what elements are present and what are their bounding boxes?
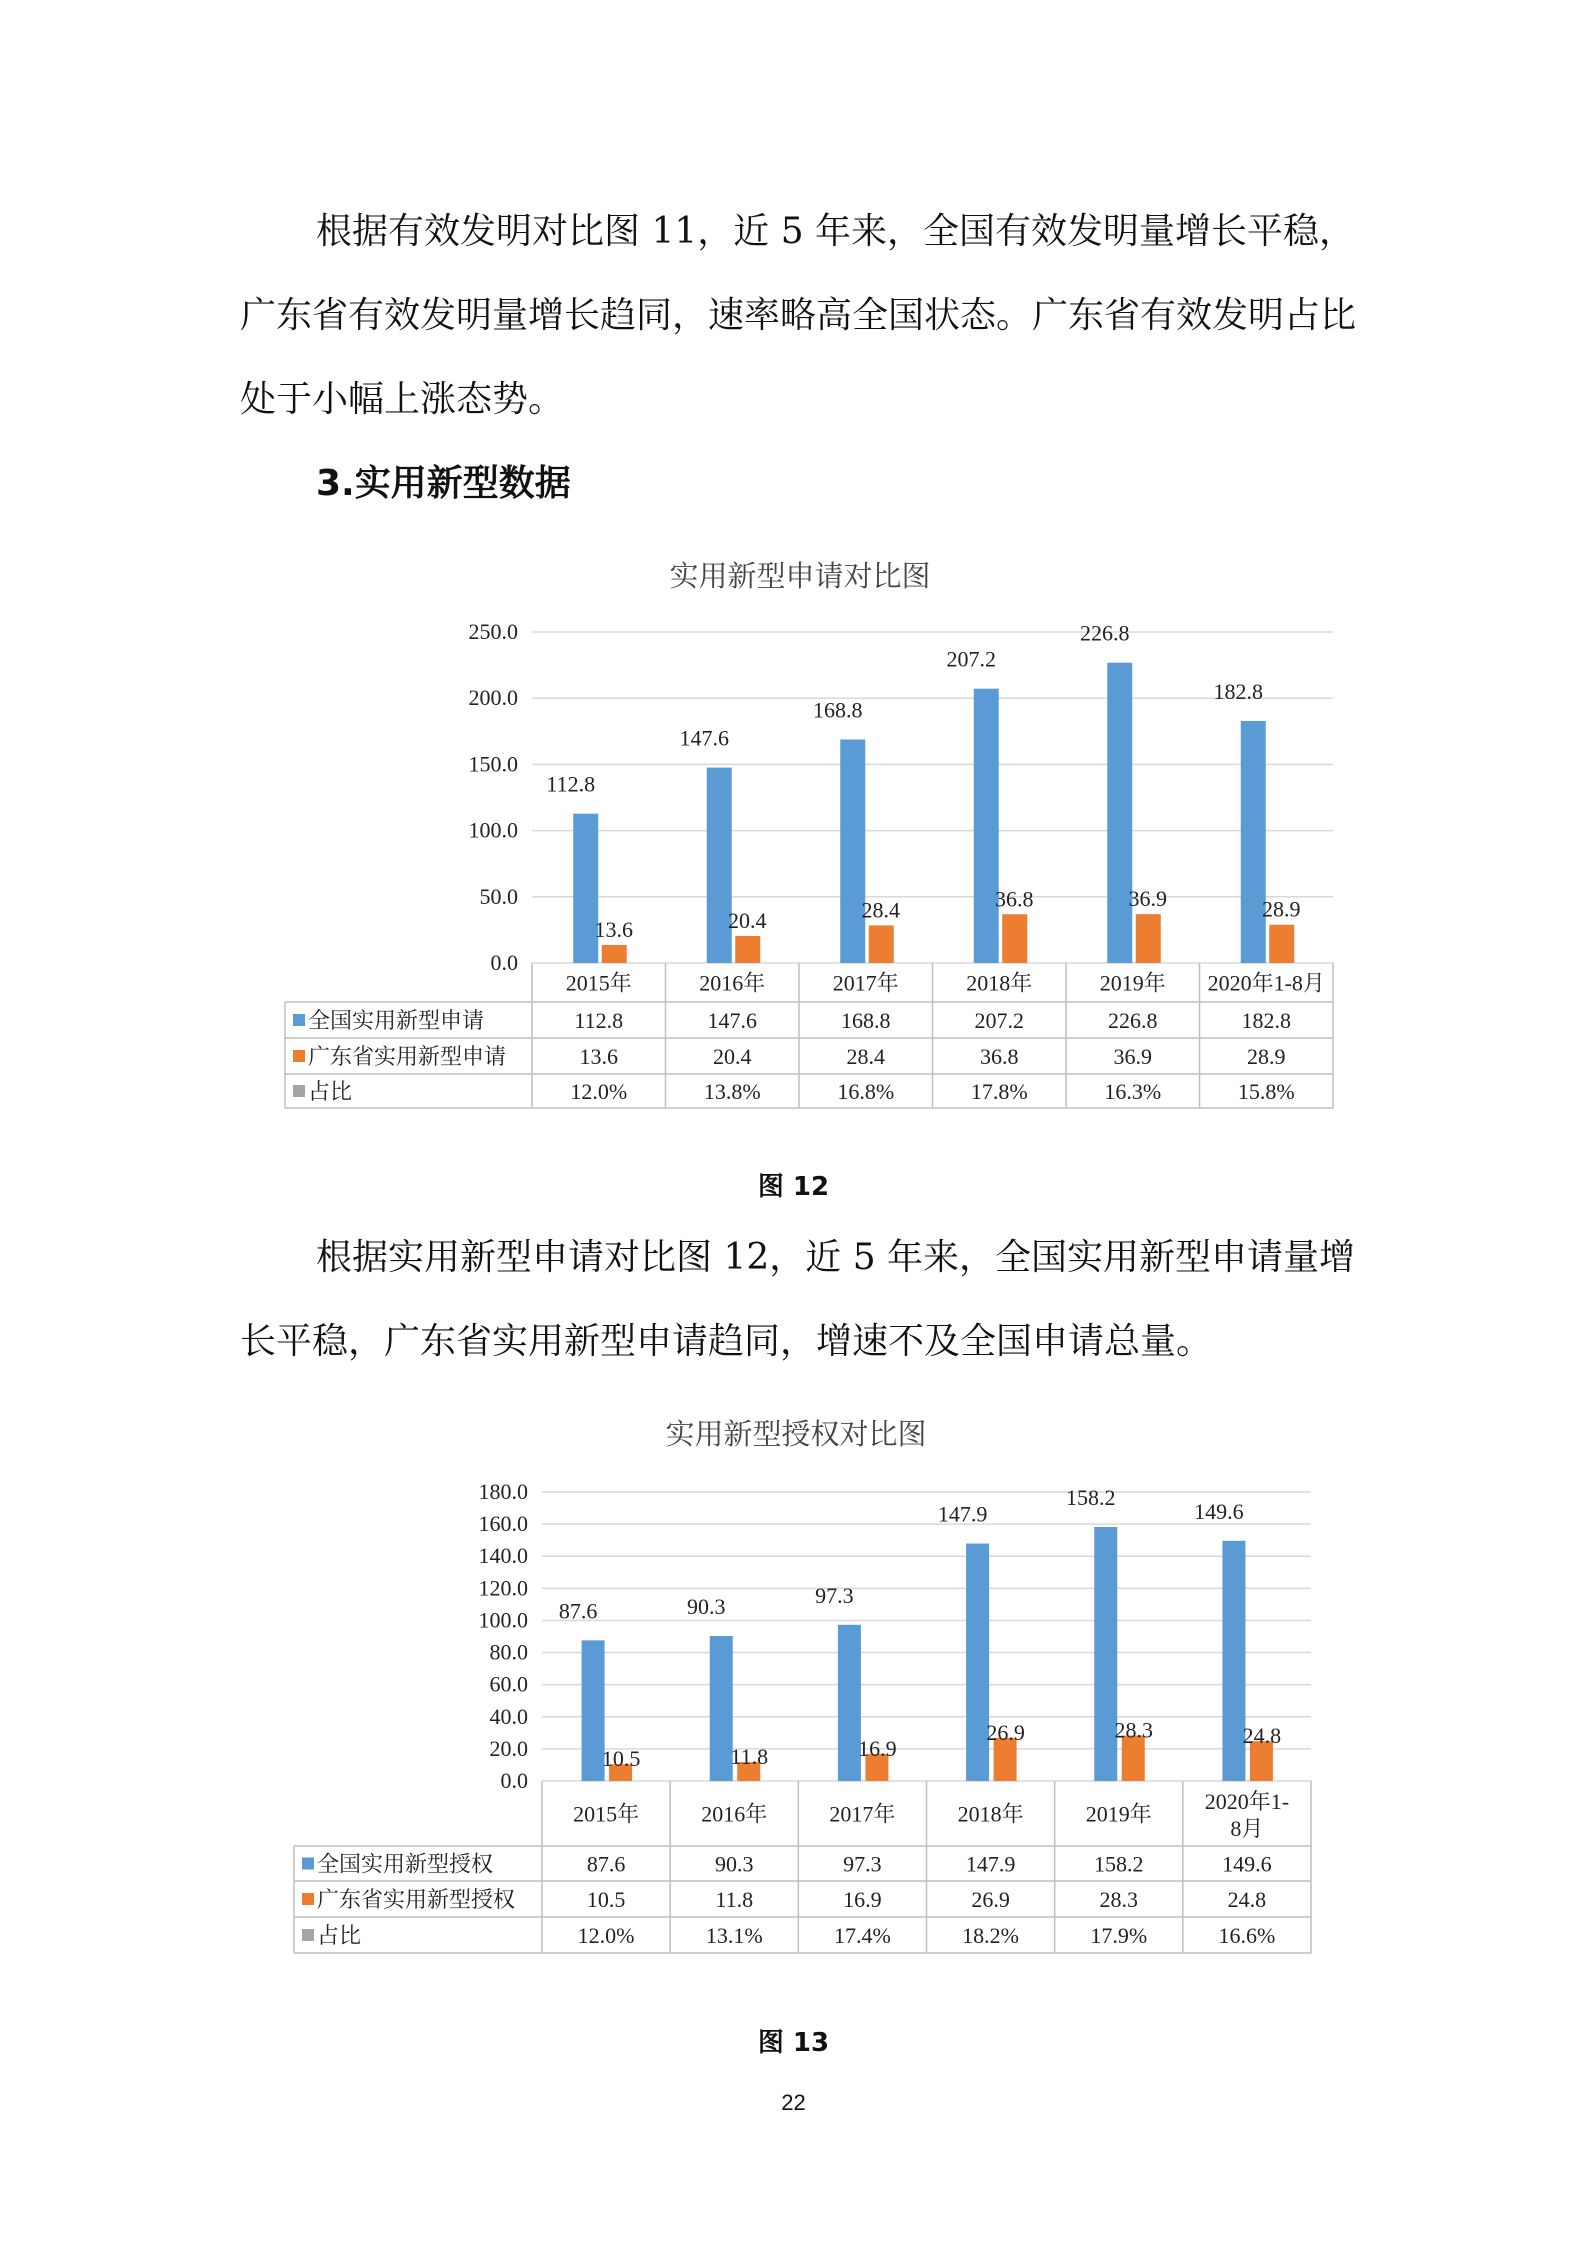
table-cell: 12.0% xyxy=(570,1079,628,1104)
table-cell: 87.6 xyxy=(586,1851,626,1877)
table-cell: 16.6% xyxy=(1218,1923,1276,1948)
x-category-label: 2019年 xyxy=(1085,1801,1152,1827)
data-label-guangdong: 26.9 xyxy=(986,1719,1025,1745)
data-label-guangdong: 28.3 xyxy=(1114,1717,1153,1743)
x-category-label: 2016年 xyxy=(701,1801,768,1827)
legend-label: 占比 xyxy=(308,1079,353,1104)
table-cell: 20.4 xyxy=(713,1044,752,1069)
table-cell: 17.8% xyxy=(970,1079,1028,1104)
y-tick-label: 250.0 xyxy=(468,619,518,644)
table-cell: 16.9 xyxy=(843,1887,882,1912)
data-label-national: 182.8 xyxy=(1213,678,1263,704)
x-category-label: 2016年 xyxy=(699,970,766,996)
x-category-label: 2020年1-8月 xyxy=(1207,970,1325,996)
paragraph-2-text: 根据实用新型申请对比图 12，近 5 年来，全国实用新型申请量增长平稳，广东省实用新型申请趋同，增速不及全国申请总量。 xyxy=(240,1237,1356,1362)
data-label-national: 112.8 xyxy=(546,771,596,797)
y-tick-label: 100.0 xyxy=(478,1607,528,1633)
data-label-national: 207.2 xyxy=(946,646,996,672)
table-cell: 18.2% xyxy=(962,1923,1019,1948)
table-cell: 15.8% xyxy=(1237,1079,1295,1104)
y-tick-label: 100.0 xyxy=(468,817,518,843)
x-category-label: 2019年 xyxy=(1099,970,1166,996)
legend-label: 全国实用新型申请 xyxy=(308,1008,485,1033)
data-label-national: 97.3 xyxy=(815,1582,854,1608)
y-tick-label: 0.0 xyxy=(500,1768,528,1793)
chart-title: 实用新型申请对比图 xyxy=(669,561,931,593)
x-category-label: 2020年1-8月 xyxy=(1204,1789,1290,1841)
figure-caption-13: 图 13 xyxy=(757,2028,830,2058)
table-cell: 28.4 xyxy=(846,1044,885,1069)
y-tick-label: 60.0 xyxy=(489,1671,528,1697)
x-category-label: 2018年 xyxy=(957,1801,1024,1827)
x-category-label: 2015年 xyxy=(573,1801,640,1827)
table-cell: 147.6 xyxy=(707,1008,757,1033)
table-cell: 17.9% xyxy=(1090,1923,1148,1948)
legend-key xyxy=(302,1858,314,1870)
y-tick-label: 150.0 xyxy=(468,751,518,777)
x-category-label: 2017年 xyxy=(829,1801,896,1827)
table-cell: 10.5 xyxy=(586,1887,626,1912)
data-label-national: 147.6 xyxy=(679,725,729,751)
table-cell: 17.4% xyxy=(834,1923,891,1948)
y-tick-label: 50.0 xyxy=(479,883,518,909)
y-tick-label: 180.0 xyxy=(478,1479,528,1504)
y-tick-label: 120.0 xyxy=(478,1575,528,1601)
x-category-label: 2017年 xyxy=(832,970,899,996)
data-label-national: 158.2 xyxy=(1066,1485,1116,1511)
table-cell: 13.1% xyxy=(705,1923,763,1948)
legend-label: 广东省实用新型申请 xyxy=(308,1044,507,1069)
y-tick-label: 200.0 xyxy=(468,685,518,711)
data-label-national: 147.9 xyxy=(937,1501,988,1527)
table-cell: 28.3 xyxy=(1099,1887,1138,1912)
data-label-national: 87.6 xyxy=(558,1598,598,1624)
data-label-guangdong: 13.6 xyxy=(594,916,633,942)
y-tick-label: 20.0 xyxy=(489,1735,528,1761)
table-cell: 16.3% xyxy=(1104,1079,1162,1104)
bar-national xyxy=(1094,1527,1117,1781)
table-cell: 28.9 xyxy=(1247,1044,1286,1069)
y-tick-label: 40.0 xyxy=(489,1703,528,1729)
figure-caption-12: 图 12 xyxy=(757,1172,830,1202)
section-heading: 3.实用新型数据 xyxy=(316,463,571,504)
table-cell: 36.8 xyxy=(980,1044,1019,1069)
table-cell: 90.3 xyxy=(715,1851,754,1877)
legend-label: 占比 xyxy=(317,1923,362,1948)
table-cell: 226.8 xyxy=(1108,1008,1158,1033)
data-label-guangdong: 11.8 xyxy=(730,1744,769,1770)
y-tick-label: 160.0 xyxy=(478,1511,528,1537)
table-cell: 36.9 xyxy=(1113,1044,1152,1069)
chart-title: 实用新型授权对比图 xyxy=(665,1419,927,1451)
paragraph-1-text: 根据有效发明对比图 11，近 5 年来，全国有效发明量增长平稳，广东省有效发明量增长趋同，速率略高全国状态。广东省有效发明占比处于小幅上涨态势。 xyxy=(240,211,1357,420)
table-cell: 13.6 xyxy=(579,1044,618,1069)
data-label-guangdong: 36.8 xyxy=(995,886,1034,912)
table-cell: 16.8% xyxy=(837,1079,895,1104)
x-category-label: 2015年 xyxy=(565,970,632,996)
legend-label: 广东省实用新型授权 xyxy=(317,1887,516,1912)
legend-label: 全国实用新型授权 xyxy=(317,1851,494,1877)
legend-key xyxy=(302,1893,314,1905)
table-cell: 97.3 xyxy=(843,1851,882,1877)
table-cell: 26.9 xyxy=(971,1887,1010,1912)
data-label-guangdong: 24.8 xyxy=(1242,1723,1282,1749)
y-tick-label: 80.0 xyxy=(489,1639,528,1665)
data-label-guangdong: 28.9 xyxy=(1262,896,1301,922)
table-cell: 112.8 xyxy=(574,1008,624,1033)
x-category-label: 2018年 xyxy=(966,970,1033,996)
data-label-guangdong: 16.9 xyxy=(858,1735,897,1761)
bar-national xyxy=(710,1636,733,1781)
data-label-national: 149.6 xyxy=(1194,1498,1244,1524)
table-cell: 12.0% xyxy=(577,1923,635,1948)
legend-key xyxy=(302,1929,314,1941)
table-cell: 24.8 xyxy=(1227,1887,1267,1912)
y-tick-label: 140.0 xyxy=(478,1543,528,1569)
table-cell: 207.2 xyxy=(974,1008,1024,1033)
table-cell: 147.9 xyxy=(965,1851,1016,1877)
data-label-national: 168.8 xyxy=(813,697,863,723)
bar-national xyxy=(966,1544,989,1781)
table-cell: 168.8 xyxy=(841,1008,891,1033)
table-cell: 149.6 xyxy=(1222,1851,1272,1877)
data-label-guangdong: 36.9 xyxy=(1128,886,1167,912)
table-cell: 13.8% xyxy=(703,1079,761,1104)
table-cell: 182.8 xyxy=(1241,1008,1291,1033)
data-label-national: 90.3 xyxy=(687,1594,726,1620)
table-cell: 11.8 xyxy=(715,1887,754,1912)
y-tick-label: 0.0 xyxy=(490,950,518,975)
table-cell: 158.2 xyxy=(1094,1851,1144,1877)
data-label-guangdong: 10.5 xyxy=(601,1746,641,1772)
page-number: 22 xyxy=(781,2090,806,2115)
data-label-guangdong: 28.4 xyxy=(861,897,900,923)
data-label-guangdong: 20.4 xyxy=(728,907,767,933)
data-label-national: 226.8 xyxy=(1080,620,1130,646)
